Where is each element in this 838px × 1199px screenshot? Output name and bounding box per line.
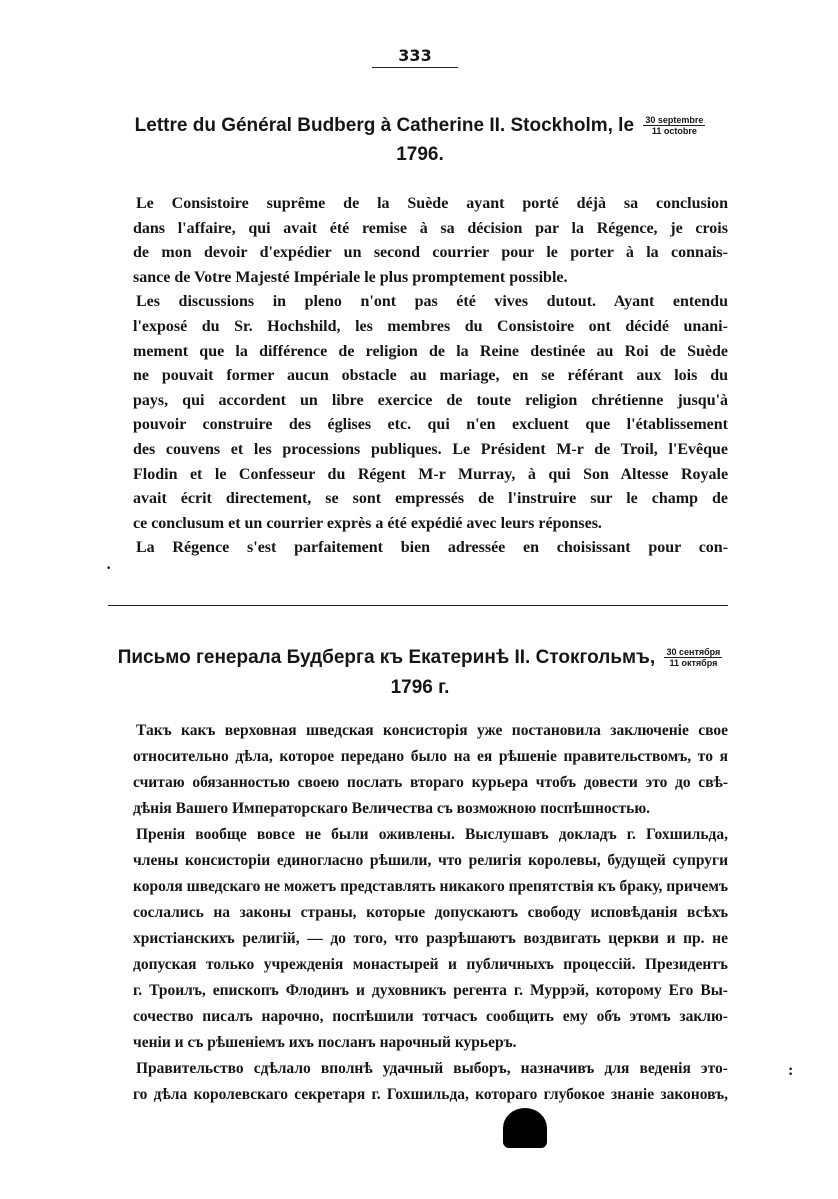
text-line: допуская только учрежденія монастырей и публичныхъ процессій. Президентъ [133, 956, 728, 973]
text-line: короля шведскаго не можетъ представлять никакого препятствія къ браку, причемъ [133, 878, 728, 895]
french-date-fraction [643, 115, 705, 136]
text-line: Les discussions in pleno n'ont pas été vives dutout. Ayant entendu [136, 293, 728, 311]
text-line: La Régence s'est parfaitement bien adressée en choisissant pour con- [136, 539, 729, 557]
french-title: Lettre du Général Budberg à Catherine II. Stockholm, le [134, 115, 635, 136]
section-divider [108, 605, 728, 606]
scan-speck: : [788, 1062, 794, 1079]
text-line: l'exposé du Sr. Hochshild, les membres du Consistoire ont décidé unani- [133, 317, 728, 335]
page-number-rule [372, 67, 458, 68]
text-line: Le Consistoire suprême de la Suède ayant porté déjà sa conclusion [136, 195, 729, 212]
text-line: Правительство сдѣлало вполнѣ удачный выборъ, назначивъ для веденія это- [136, 1060, 728, 1077]
text-line: ne pouvait former aucun obstacle au mariage, en se référant aux lois du [133, 367, 729, 385]
text-line: avait écrit directement, se sont empressés de l'instruire sur le champ de [133, 490, 728, 508]
text-line: сослались на законы страны, которые допускаютъ свободу исповѣданія всѣхъ [133, 904, 728, 921]
russian-date-fraction [664, 647, 722, 668]
text-line: dans l'affaire, qui avait été remise à sa décision par la Régence, je crois [133, 219, 728, 237]
text-line: сочество писалъ нарочно, поспѣшили тотчасъ сообщить ему объ этомъ заклю- [133, 1008, 728, 1025]
text-line: ченіи и съ рѣшеніемъ ихъ посланъ нарочный курьеръ. [133, 1034, 517, 1051]
scan-speck: · [106, 560, 112, 577]
russian-heading [100, 646, 740, 670]
text-line: Такъ какъ верховная шведская консисторія уже постановила заключеніе свое [136, 722, 728, 739]
text-line: относительно дѣла, которое передано было на ея рѣшеніе правительствомъ, то я [133, 748, 728, 765]
page-number: 333 [398, 46, 432, 65]
ink-blot [503, 1108, 547, 1148]
russian-body [133, 718, 728, 1108]
french-date-top: 30 septembre [645, 115, 704, 126]
text-line: Flodin et le Confesseur du Régent M-r Murray, à qui Son Altesse Royale [133, 465, 729, 483]
text-line: христіанскихъ религій, — до того, что разрѣшаютъ воздвигать церкви и пр. не [133, 930, 728, 947]
russian-title: Письмо генерала Будберга къ Екатеринѣ II. Стокгольмъ, [117, 647, 656, 668]
french-date-bottom: 11 octobre [651, 126, 697, 137]
text-line: mement que la différence de religion de la Reine destinée au Roi de Suède [133, 342, 729, 360]
russian-heading-line [118, 646, 723, 670]
russian-year: 1796 г. [390, 677, 450, 698]
text-line: члены консисторіи единогласно рѣшили, что религія королевы, будущей супруги [133, 852, 729, 869]
text-line: pouvoir construire des églises etc. qui n'en excluent que l'établissement [133, 416, 729, 434]
text-line: считаю обязанностью своею послать втораго курьера чтобъ довести это до свѣ- [133, 774, 729, 791]
russian-date-bottom: 11 октября [669, 658, 718, 669]
french-year: 1796. [396, 144, 444, 165]
text-line: г. Троилъ, епископъ Флодинъ и духовникъ регента г. Муррэй, которому Его Вы- [133, 982, 728, 999]
text-line: des couvens et les processions publiques. Le Président M-r de Troil, l'Evêque [133, 440, 729, 458]
french-heading [100, 114, 740, 138]
text-line: дѣнія Вашего Императорскаго Величества съ возможною поспѣшностью. [133, 800, 651, 817]
text-line: ce conclusum et un courrier exprès a été expédié avec leurs réponses. [133, 514, 602, 532]
text-line: Пренія вообще вовсе не были оживлены. Выслушавъ докладъ г. Гохшильда, [136, 826, 729, 843]
french-body [133, 192, 728, 561]
french-heading-line [135, 114, 706, 138]
text-line: de mon devoir d'expédier un second courrier pour le porter à la connais- [133, 244, 728, 262]
russian-date-top: 30 сентября [666, 647, 721, 658]
text-line: го дѣла королевскаго секретаря г. Гохшильда, котораго глубокое знаніе законовъ, [133, 1086, 728, 1103]
text-line: sance de Votre Majesté Impériale le plus promptement possible. [133, 268, 568, 286]
text-line: pays, qui accordent un libre exercice de toute religion chrétienne jusqu'à [133, 391, 729, 409]
